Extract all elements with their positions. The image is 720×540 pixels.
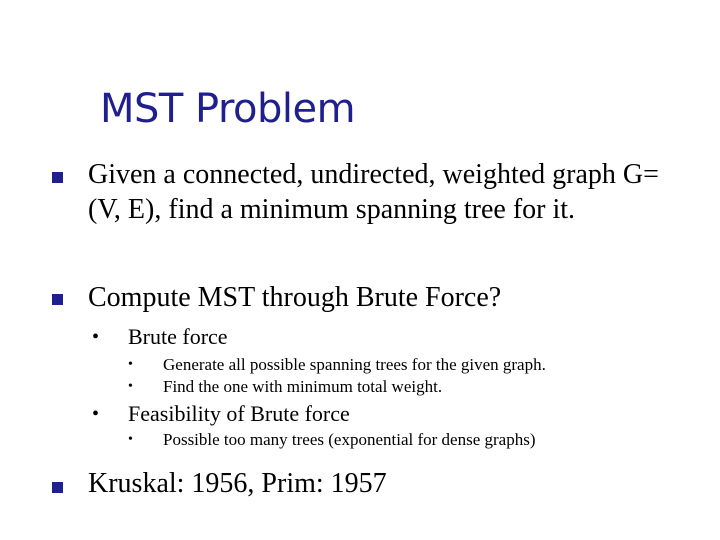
sub-bullet-dot-icon: • — [92, 403, 100, 425]
sub-sub-bullet-item: Possible too many trees (exponential for dense graphs) — [163, 430, 536, 449]
sub-bullet-dot-icon: • — [92, 326, 100, 348]
sub-sub-bullet-item: Find the one with minimum total weight. — [163, 377, 443, 396]
bullet-item: Kruskal: 1956, Prim: 1957 — [88, 468, 387, 499]
bullet-square-icon — [52, 172, 63, 183]
sub-sub-bullet-dot-icon: • — [128, 379, 133, 394]
sub-sub-bullet-item: Generate all possible spanning trees for the given graph. — [163, 355, 546, 374]
bullet-square-icon — [52, 482, 63, 493]
slide-title: MST Problem — [100, 86, 356, 132]
sub-sub-bullet-dot-icon: • — [128, 432, 133, 447]
bullet-item: Given a connected, undirected, weighted graph G= (V, E), find a minimum spanning tree for it. — [88, 159, 659, 225]
sub-bullet-item: Brute force — [128, 324, 228, 349]
sub-sub-bullet-dot-icon: • — [128, 357, 133, 372]
bullet-item: Compute MST through Brute Force? — [88, 282, 502, 313]
sub-bullet-item: Feasibility of Brute force — [128, 401, 350, 426]
bullet-square-icon — [52, 294, 63, 305]
